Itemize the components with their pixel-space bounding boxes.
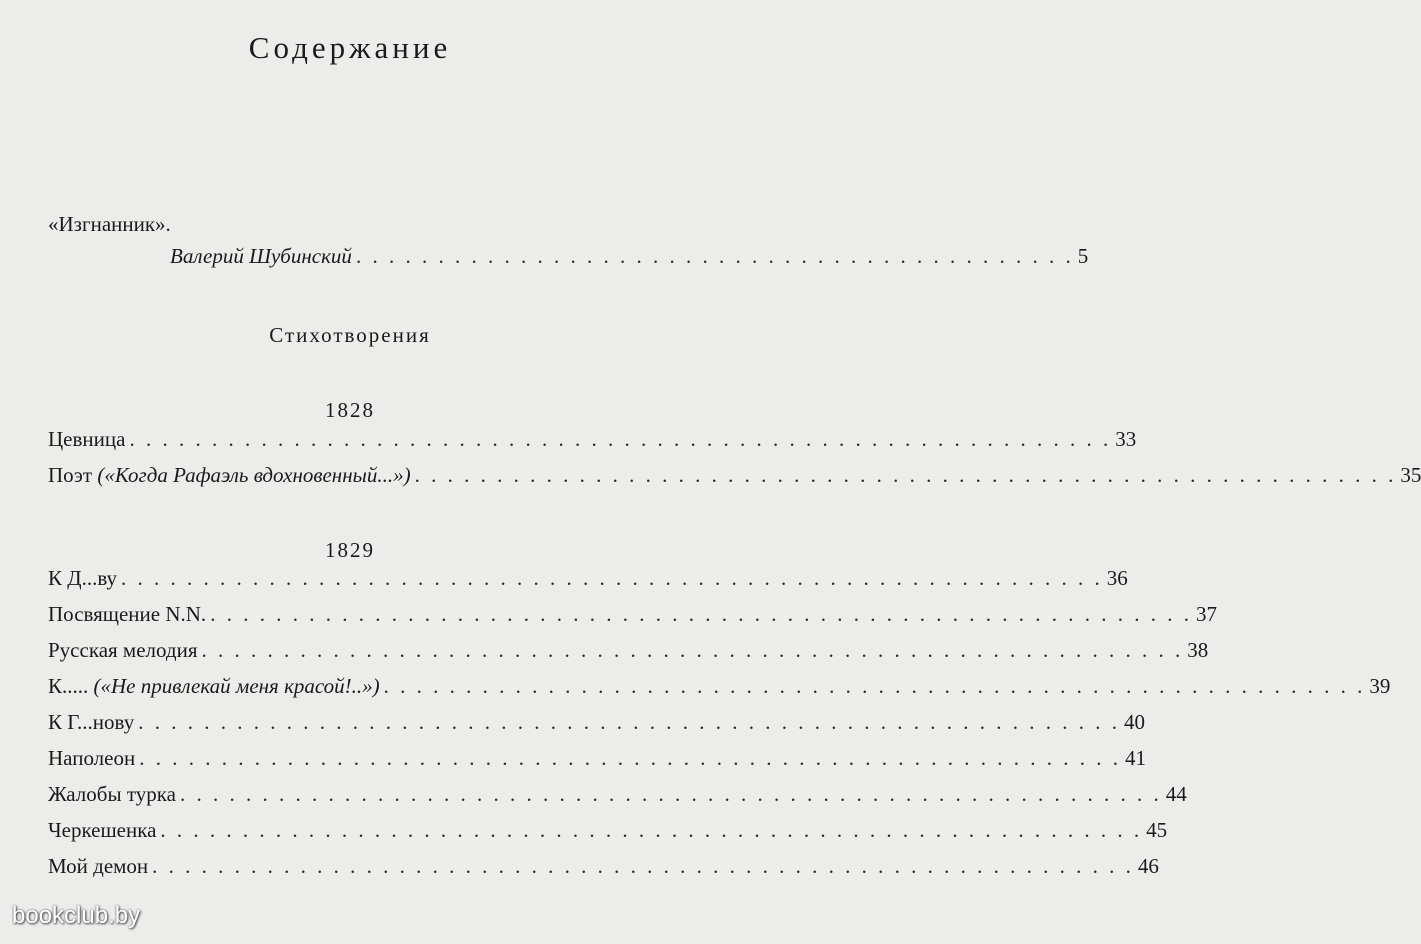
intro-author: Валерий Шубинский xyxy=(170,244,352,268)
entry-page-number: 40 xyxy=(1123,710,1145,734)
entry-page-number: 44 xyxy=(1165,782,1187,806)
entry-page-number: 36 xyxy=(1106,566,1128,590)
entry-page-number: 33 xyxy=(1115,427,1137,451)
leader-dots: . . . . . . . . . . . . . . . . . . . . . . . . . . . . . . . . . . . . . . . . . . . . . . . . . . . . . . . . . . . . xyxy=(152,854,1134,878)
year-heading-1829: 1829 xyxy=(325,538,375,562)
entry-title xyxy=(48,566,117,591)
entry-title-text: Цевница xyxy=(48,427,126,451)
entry-title xyxy=(48,638,198,663)
toc-entry[interactable] xyxy=(48,710,1145,735)
entry-page-number: 45 xyxy=(1146,818,1168,842)
intro-page-number: 5 xyxy=(1077,244,1089,268)
entry-title xyxy=(48,782,176,807)
leader-dots: . . . . . . . . . . . . . . . . . . . . . . . . . . . . . . . . . . . . . . . . . . . . . . . . . . . . . . . . . . . . xyxy=(160,818,1143,842)
toc-entry[interactable] xyxy=(48,746,1146,771)
toc-entry[interactable] xyxy=(48,566,1128,591)
leader-dots: . . . . . . . . . . . . . . . . . . . . . . . . . . . . . . . . . . . . . . . . . . . . . . . . . . . . . . . . . . . . xyxy=(129,427,1112,451)
leader-dots: . . . . . . . . . . . . . . . . . . . . . . . . . . . . . . . . . . . . . . . . . . . . . . . . . . . . . . . . . . . . xyxy=(139,746,1121,770)
entry-title-text: Черкешенка xyxy=(48,818,157,842)
entry-title-text: Мой демон xyxy=(48,854,149,878)
entry-page-number: 35 xyxy=(1400,463,1421,487)
year-heading-1828: 1828 xyxy=(325,398,375,422)
leader-dots: . . . . . . . . . . . . . . . . . . . . . . . . . . . . . . . . . . . . . . . . . . . . . . . . . . . . . . . . . . . . xyxy=(179,782,1162,806)
entry-page-number: 46 xyxy=(1137,854,1159,878)
entry-title xyxy=(48,602,206,627)
entry-title xyxy=(48,710,134,735)
entry-page-number: 41 xyxy=(1124,746,1146,770)
section-title: Стихотворения xyxy=(269,323,431,347)
entry-title-text: Русская мелодия xyxy=(48,638,198,662)
leader-dots: . . . . . . . . . . . . . . . . . . . . . . . . . . . . . . . . . . . . . . . . . . . . . . . . . . . . . . . . . . . . xyxy=(210,602,1192,626)
entry-title-text: Поэт xyxy=(48,463,98,487)
intro-label-text: «Изгнанник». xyxy=(48,212,171,236)
entry-page-number: 38 xyxy=(1187,638,1209,662)
toc-entry[interactable] xyxy=(48,782,1187,807)
entry-title-text: Посвящение N.N. xyxy=(48,602,207,626)
entry-title-text: К Д...ву xyxy=(48,566,118,590)
entry-subtitle: («Не привлекай меня красой!..») xyxy=(93,674,380,698)
page-title: Содержание xyxy=(248,30,452,65)
entry-title xyxy=(48,818,156,843)
entry-title-text: Наполеон xyxy=(48,746,136,770)
leader-dots: . . . . . . . . . . . . . . . . . . . . . . . . . . . . . . . . . . . . . . . . . . . . . . . . . . . . . . . . . . . . xyxy=(121,566,1103,590)
entry-title-text: К..... xyxy=(48,674,94,698)
entry-title-text: К Г...нову xyxy=(48,710,135,734)
toc-entry[interactable] xyxy=(48,463,1421,488)
leader-dots: . . . . . . . . . . . . . . . . . . . . . . . . . . . . . . . . . . . . . . . . . . . . . . . . . . . . . . . . . . . . xyxy=(138,710,1120,734)
intro-entry[interactable] xyxy=(48,244,1089,269)
leader-dots: . . . . . . . . . . . . . . . . . . . . . . . . . . . . . . . . . . . . . . . . . . . . . . . . . . . . . . . . . . . . xyxy=(383,674,1366,698)
entry-subtitle: («Когда Рафаэль вдохновенный...») xyxy=(97,463,411,487)
entry-page-number: 39 xyxy=(1369,674,1391,698)
leader-dots: . . . . . . . . . . . . . . . . . . . . . . . . . . . . . . . . . . . . . . . . . . . . . . . . . . . . . . . . . . . . xyxy=(414,463,1397,487)
watermark-text: bookclub.by xyxy=(12,902,141,929)
entry-title xyxy=(48,463,411,488)
leader-dots: . . . . . . . . . . . . . . . . . . . . . . . . . . . . . . . . . . . . . . . . . . . . xyxy=(355,244,1074,268)
toc-entry[interactable] xyxy=(48,818,1168,843)
entry-title xyxy=(48,746,135,771)
entry-title xyxy=(48,427,125,452)
leader-dots: . . . . . . . . . . . . . . . . . . . . . . . . . . . . . . . . . . . . . . . . . . . . . . . . . . . . . . . . . . . . xyxy=(201,638,1184,662)
toc-entry[interactable] xyxy=(48,602,1217,627)
entry-page-number: 37 xyxy=(1195,602,1217,626)
entry-title-text: Жалобы турка xyxy=(48,782,176,806)
entry-title xyxy=(48,854,148,879)
intro-label xyxy=(48,212,646,237)
toc-entry[interactable] xyxy=(48,427,1137,452)
entry-title xyxy=(48,674,380,699)
toc-entry[interactable] xyxy=(48,674,1391,699)
toc-entry[interactable] xyxy=(48,638,1209,663)
toc-entry[interactable] xyxy=(48,854,1159,879)
